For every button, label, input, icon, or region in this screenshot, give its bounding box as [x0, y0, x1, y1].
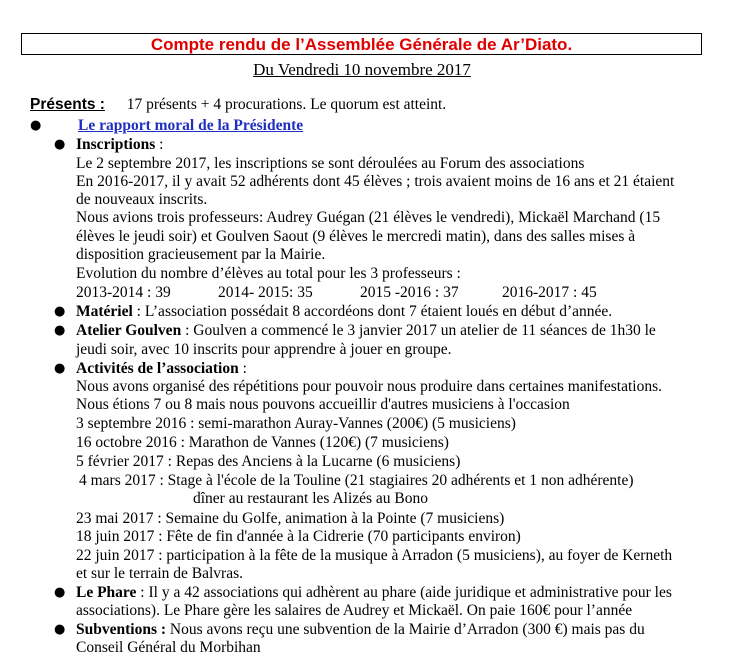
year-count: 2016-2017 : 45: [502, 284, 597, 301]
inscriptions-line: Evolution du nombre d’élèves au total pour les 3 professeurs :: [76, 265, 461, 282]
inscriptions-label: Inscriptions: [76, 136, 156, 153]
activites-line: 4 mars 2017 : Stage à l'école de la Touline (21 stagiaires 20 adhérents et 1 non adhérente): [79, 472, 634, 489]
rapport-moral-link[interactable]: Le rapport moral de la Présidente: [78, 117, 304, 134]
meeting-date: [0, 60, 724, 80]
inscriptions-line: élèves le jeudi soir) et Goulven Saout (9 élèves le mercredi matin), dans des salles mises à: [76, 228, 636, 245]
bullet-icon: ●: [54, 585, 66, 600]
bullet-icon: ●: [54, 361, 66, 376]
phare-line-2: associations). Le Phare gère les salaires de Audrey et Mickaël. On paie 160€ pour l’année: [76, 602, 633, 619]
inscriptions-line: Nous avions trois professeurs: Audrey Guégan (21 élèves le vendredi), Mickaël Marchand (15: [76, 209, 661, 226]
activites-sep: :: [238, 360, 247, 377]
activites-line: 23 mai 2017 : Semaine du Golfe, animation à la Pointe (7 musiciens): [76, 510, 505, 527]
activites-line: 3 septembre 2016 : semi-marathon Auray-Vannes (200€) (5 musiciens): [76, 415, 516, 432]
activites-line: 16 octobre 2016 : Marathon de Vannes (120€) (7 musiciens): [76, 434, 449, 451]
activites-line: 5 février 2017 : Repas des Anciens à la Lucarne (6 musiciens): [76, 453, 461, 470]
subventions-text: Nous avons reçu une subvention de la Mairie d’Arradon (300 €) mais pas du: [166, 621, 645, 638]
subventions-label: Subventions :: [76, 621, 167, 638]
activites-line: Nous étions 7 ou 8 mais nous pouvons accueillir d'autres musiciens à l'occasion: [76, 396, 570, 413]
atelier-text: : Goulven a commencé le 3 janvier 2017 un atelier de 11 séances de 1h30 le: [181, 322, 656, 339]
inscriptions-line: En 2016-2017, il y avait 52 adhérents dont 45 élèves ; trois avaient moins de 16 ans et 21 étaient: [76, 173, 675, 190]
inscriptions-heading: [76, 136, 163, 155]
activites-line: et sur le terrain de Balvras.: [76, 565, 243, 582]
inscriptions-line: Le 2 septembre 2017, les inscriptions se sont déroulées au Forum des associations: [76, 155, 585, 172]
phare-label: Le Phare: [76, 584, 137, 601]
year-count: 2013-2014 : 39: [76, 284, 171, 301]
subventions-line: [76, 621, 645, 640]
activites-line: dîner au restaurant les Alizés au Bono: [193, 490, 429, 507]
inscriptions-line: disposition gracieusement par la Mairie.: [76, 246, 326, 263]
activites-line: 18 juin 2017 : Fête de fin d'année à la Cidrerie (70 participants environ): [76, 528, 521, 545]
phare-text: : Il y a 42 associations qui adhèrent au phare (aide juridique et administrative pour les: [136, 584, 672, 601]
rapport-moral-heading[interactable]: [78, 117, 303, 136]
meeting-date-text: Du Vendredi 10 novembre 2017: [253, 60, 471, 79]
bullet-icon: ●: [54, 622, 66, 637]
materiel-label: Matériel: [76, 303, 133, 320]
document-title: Compte rendu de l’Assemblée Générale de Ar’Diato.: [21, 33, 702, 55]
bullet-icon: ●: [54, 304, 66, 319]
subventions-line-2: Conseil Général du Morbihan: [76, 639, 261, 656]
atelier-line-2: jeudi soir, avec 10 inscrits pour apprendre à jouer en groupe.: [76, 341, 452, 358]
presents-line: [30, 96, 446, 115]
year-count: 2014- 2015: 35: [218, 284, 313, 301]
activites-heading: [76, 360, 247, 379]
activites-label: Activités de l’association: [76, 360, 239, 377]
inscriptions-sep: :: [155, 136, 164, 153]
phare-line: [76, 584, 672, 603]
atelier-label: Atelier Goulven: [76, 322, 182, 339]
materiel-text: : L’association possédait 8 accordéons dont 7 étaient loués en début d’année.: [132, 303, 613, 320]
materiel-line: [76, 303, 612, 322]
atelier-line: [76, 322, 656, 341]
presents-text: 17 présents + 4 procurations. Le quorum est atteint.: [126, 96, 447, 113]
presents-label: Présents :: [30, 96, 105, 113]
activites-line: 22 juin 2017 : participation à la fête de la musique à Arradon (5 musiciens), au foyer de Kerneth: [76, 547, 673, 564]
activites-line: Nous avons organisé des répétitions pour pouvoir nous produire dans certaines manifestations.: [76, 378, 663, 395]
bullet-icon: ●: [54, 323, 66, 338]
inscriptions-line: de nouveaux inscrits.: [76, 191, 208, 208]
year-count: 2015 -2016 : 37: [360, 284, 459, 301]
bullet-icon: ●: [30, 118, 42, 133]
bullet-icon: ●: [54, 137, 66, 152]
